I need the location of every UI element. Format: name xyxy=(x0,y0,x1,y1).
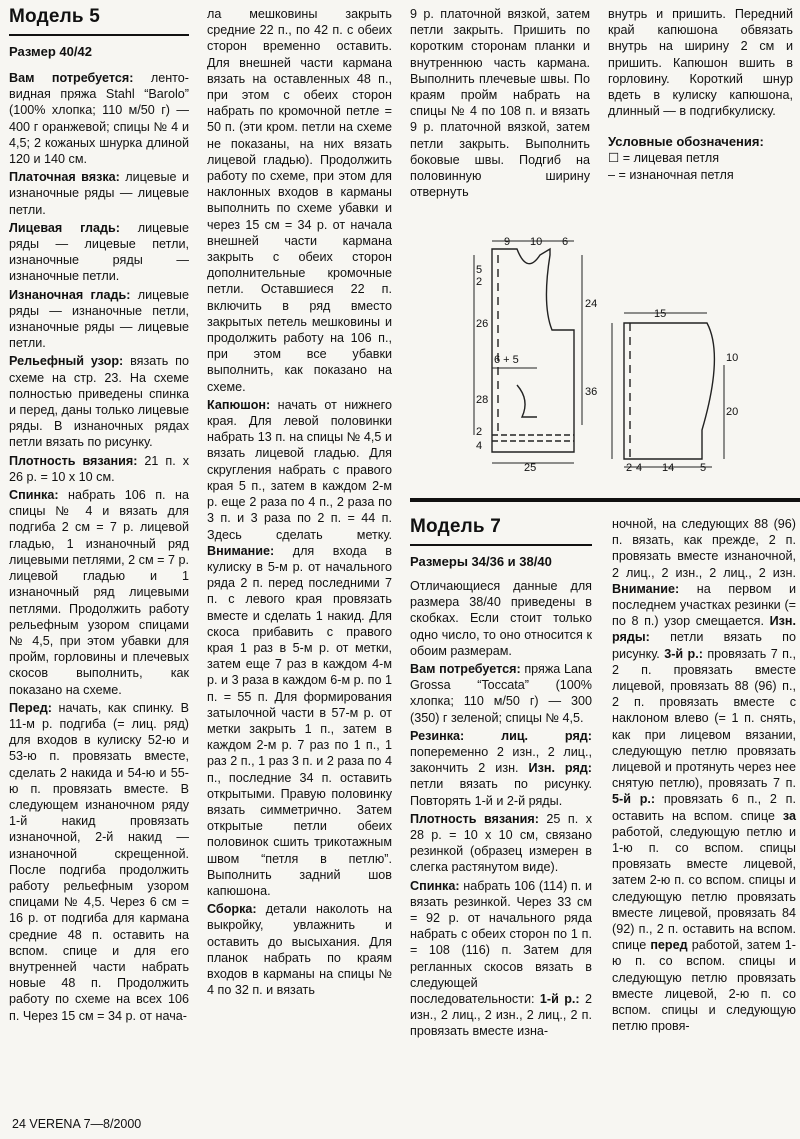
dim-h5: 5 xyxy=(700,462,707,474)
dim-pocket: 6 + 5 xyxy=(494,354,519,366)
model5-relief: Рельефный узор: вязать по схеме на стр. 23. На схеме полностью приведены спинка и перед, даны только лицевые ряды. В изнаночных рядах петли вязать по рисунку. xyxy=(9,354,189,450)
body-outline xyxy=(492,249,574,452)
model5-column-1 xyxy=(9,6,189,1024)
dim-10: 10 xyxy=(530,236,543,248)
dim-2: 2 xyxy=(476,276,483,288)
model5-garter: Платочная вязка: лицевые и изнаночные ряды — лицевые петли. xyxy=(9,170,189,217)
pocket-outline xyxy=(517,385,537,417)
dim-25: 25 xyxy=(524,462,537,474)
model5-pocket-text: ла мешковины закрыть средние 22 п., по 42 п. с обеих сторон временно оставить. Для внешней части кармана вязать на оставленных 48 п., при этом с обеих сторон набрать по кромочной петле = 50 п. (эти кром. петли на схеме не показаны, на них вязать лицевой гладью). Продолжить работу по схеме, при этом для наклонных входов в карманы выполнить по схеме убавки и через 15 см = 34 р. от начала внешней части кармана закрыть с обеих сторон дополнительные кромочные петли. Оставшиеся 22 п. включить в ряд вместо закрытых петель мешковины и продолжить работу на 106 п., при этом все убавки выполнить, как показано на схеме. xyxy=(207,7,392,394)
title-rule xyxy=(9,34,189,36)
dim-6: 6 xyxy=(562,236,569,248)
model5-materials: Вам потребуется: ленто-видная пряжа Stahl “Barolo” (100% хлопка; 110 м/50 г) — 400 г оранжевой; спицы № 4 и 4,5; 2 кожаных шнурка длиной 120 и 140 см. xyxy=(9,71,189,167)
model7-sizes: Размеры 34/36 и 38/40 xyxy=(410,554,552,569)
dim-15: 15 xyxy=(654,308,667,320)
model5-column-2 xyxy=(207,6,392,998)
legend xyxy=(608,133,793,182)
model5-column-4 xyxy=(608,6,793,183)
dim-28: 28 xyxy=(476,394,489,406)
dim-h4: 4 xyxy=(636,462,643,474)
dim-5: 5 xyxy=(476,264,483,276)
model5-assembly: Сборка: детали наколоть на выкройку, увлажнить и оставить до высыхания. Для планок набрать по краям входов в карманы на спицы № 4 по 32 п. и вязать xyxy=(207,902,392,998)
legend-title: Условные обозначения: xyxy=(608,134,764,150)
dim-10b: 10 xyxy=(726,352,739,364)
section-divider xyxy=(410,498,800,502)
dim-h2: 2 xyxy=(626,462,633,474)
model7-column-1 xyxy=(410,516,592,1040)
model5-column-3 xyxy=(410,6,590,200)
model5-reverse: Изнаночная гладь: лицевые ряды — изнаночные петли, изнаночные ряды — лицевые петли. xyxy=(9,287,189,351)
schematic-diagram xyxy=(462,235,792,475)
dim-h14: 14 xyxy=(662,462,675,474)
legend-knit: ☐ = лицевая петля xyxy=(608,151,720,166)
model5-front: Перед: начать, как спинку. В 11-м р. подгиба (= лиц. ряд) для входов в кулиску 52-ю и 53-ю п. провязать вместе, сделать 2 накида и 54-ю и 55-ю п. провязать вместе. В следующем изнаночном ряду 1-й накид провязать изнаночной, 2-й накид — изнаночной скрещенной. После подгиба продолжить работу рельефным узором спицами № 4,5. Через 6 см = 16 р. от подгиба для кармана средние 48 п. оставить на вспом. спице и для его внутренней части набрать новые 48 п. Продолжить работу по схеме на всех 106 п. Через 15 см = 34 р. от нача- xyxy=(9,700,189,1023)
model7-title: Модель 7 xyxy=(410,516,502,537)
model5-stockinette: Лицевая гладь: лицевые ряды — лицевые петли, изнаночные ряды — изнаночные петли. xyxy=(9,220,189,284)
model5-size: Размер 40/42 xyxy=(9,44,92,59)
model5-hood: Капюшон: начать от нижнего края. Для левой половинки набрать 13 п. на спицы № 4,5 и вязать лицевой гладью. Для скругления набрать с правого края 5 п., затем в каждом 2-м р. еще 2 раза по 4 п., 2 раза по 3 п. и 3 раза по 2 п. = 44 п. Здесь сделать метку. Внимание: для входа в кулиску в 5-м р. от начального ряда 2 п. перед последними 7 п. с левого края провязать вместе и сделать 1 накид. Для скоса прибавить с правого края 1 раз в 5-м р. от метки, затем еще 7 раз в каждом 4-м р. и 3 раза в каждом 6-м р. по 1 п. = 55 п. Для формирования затылочной части в 57-м р. от метки закрыть 1 п., затем в каждом 2-м р. 7 раз по 1 п., 1 раз 2 п., 1 раз 3 п. и 2 раза по 4 п., последние 34 п. оставить открытыми. Правую половинку вязать симметрично. Затем открытые петли обеих половинок сшить трикотажным швом “петля в петлю”. Выполнить задний шов капюшона. xyxy=(207,397,392,898)
dim-36: 36 xyxy=(585,386,598,398)
model7-back: Спинка: набрать 106 (114) п. и вязать резинкой. Через 33 см = 92 р. от начального ряда набрать с обеих сторон по 1 п. = 108 (116) п. Затем для регланных скосов вязать в следующей последовательности: 1-й р.: 2 изн., 2 лиц., 2 изн., 2 лиц., 2 п. провязать вместе изна- xyxy=(410,878,592,1039)
dim-24: 24 xyxy=(585,298,598,310)
page-footer: 24 VERENA 7—8/2000 xyxy=(12,1117,142,1131)
dim-9: 9 xyxy=(504,236,511,248)
model7-materials: Вам потребуется: пряжа Lana Grossa “Toccata” (100% хлопка; 110 м/50 г) — 300 (350) г зеленой; спицы № 4,5. xyxy=(410,662,592,725)
legend-purl: – = изнаночная петля xyxy=(608,167,734,182)
model7-gauge: Плотность вязания: 25 п. х 28 р. = 10 х 10 см, связано резинкой (образец измерен в слегка растянутом виде). xyxy=(410,811,592,875)
dim-2b: 2 xyxy=(476,426,483,438)
model5-finishing: 9 р. платочной вязкой, затем петли закрыть. Пришить по коротким сторонам планки и внутреннюю часть кармана. Выполнить плечевые швы. По краям пройм набрать на спицы № 4 по 108 п. и вязать 9 р. платочной вязкой, затем петли закрыть. Выполнить боковые швы. Подгиб на половинную ширину отвернуть xyxy=(410,7,590,200)
model7-column-2 xyxy=(612,516,796,1035)
model5-hood-finishing: внутрь и пришить. Передний край капюшона обвязать внутрь на ширину 2 см и пришить. Капюшон вшить в горловину. Короткий шнур вдеть в кулиску капюшона, длинный — в подгибкулиску. xyxy=(608,7,793,119)
dim-20: 20 xyxy=(726,406,739,418)
model7-title-rule xyxy=(410,544,592,546)
model5-title: Модель 5 xyxy=(9,6,101,27)
hood-outline xyxy=(624,323,714,459)
model5-gauge: Плотность вязания: 21 п. х 26 р. = 10 х 10 см. xyxy=(9,453,189,484)
model7-intro: Отличающиеся данные для размера 38/40 приведены в скобках. Если стоит только одно число, то оно относится к обоим размерам. xyxy=(410,579,592,658)
model7-raglan: ночной, на следующих 88 (96) п. вязать, как прежде, 2 п. провязать вместе изнаночной, 2 лиц., 2 изн., 2 лиц., 2 изн. Внимание: на первом и последнем участках резинки (= по 8 п.) узор смещается. Изн. ряды: петли вязать по рисунку. 3-й р.: провязать 7 п., 2 п. провязать вместе лицевой, провязать 88 (96) п., 2 п. провязать вместе с наклоном влево (= 1 п. снять, как при лицевом вязании, следующую петлю провязать лицевой и протянуть через нее снятую петлю), провязать 7 п. 5-й р.: провязать 6 п., 2 п. оставить на вспом. спице за работой, следующую петлю и 1-ю п. со вспом. спицы провязать вместе лицевой, затем 2-ю п. со вспом. спицы и следующую петлю провязать вместе лицевой, провязать 84 (92) п., 2 п. оставить на вспом. спице перед работой, затем 1-ю п. со вспом. спицы и следующую петлю провязать вместе лицевой, 2-ю п. со вспом. спицы и следующую петлю провя- xyxy=(612,517,796,1034)
model5-back: Спинка: набрать 106 п. на спицы № 4 и вязать для подгиба 2 см = 7 р. лицевой гладью, 1 изнаночный ряд лицевыми петлями, 2 см = 7 р. лицевой гладью и 1 изнаночный ряд лицевыми петлями. Продолжить работу рельефным узором спицами № 4,5, при этом убавки для пройм, горловины и плечевых скосов выполнить, как показано на схеме. xyxy=(9,488,189,697)
dim-4: 4 xyxy=(476,440,483,452)
model7-rib: Резинка: лиц. ряд: попеременно 2 изн., 2 лиц., закончить 2 изн. Изн. ряд: петли вязать по рисунку. Повторять 1-й и 2-й ряды. xyxy=(410,728,592,808)
dim-26: 26 xyxy=(476,318,489,330)
